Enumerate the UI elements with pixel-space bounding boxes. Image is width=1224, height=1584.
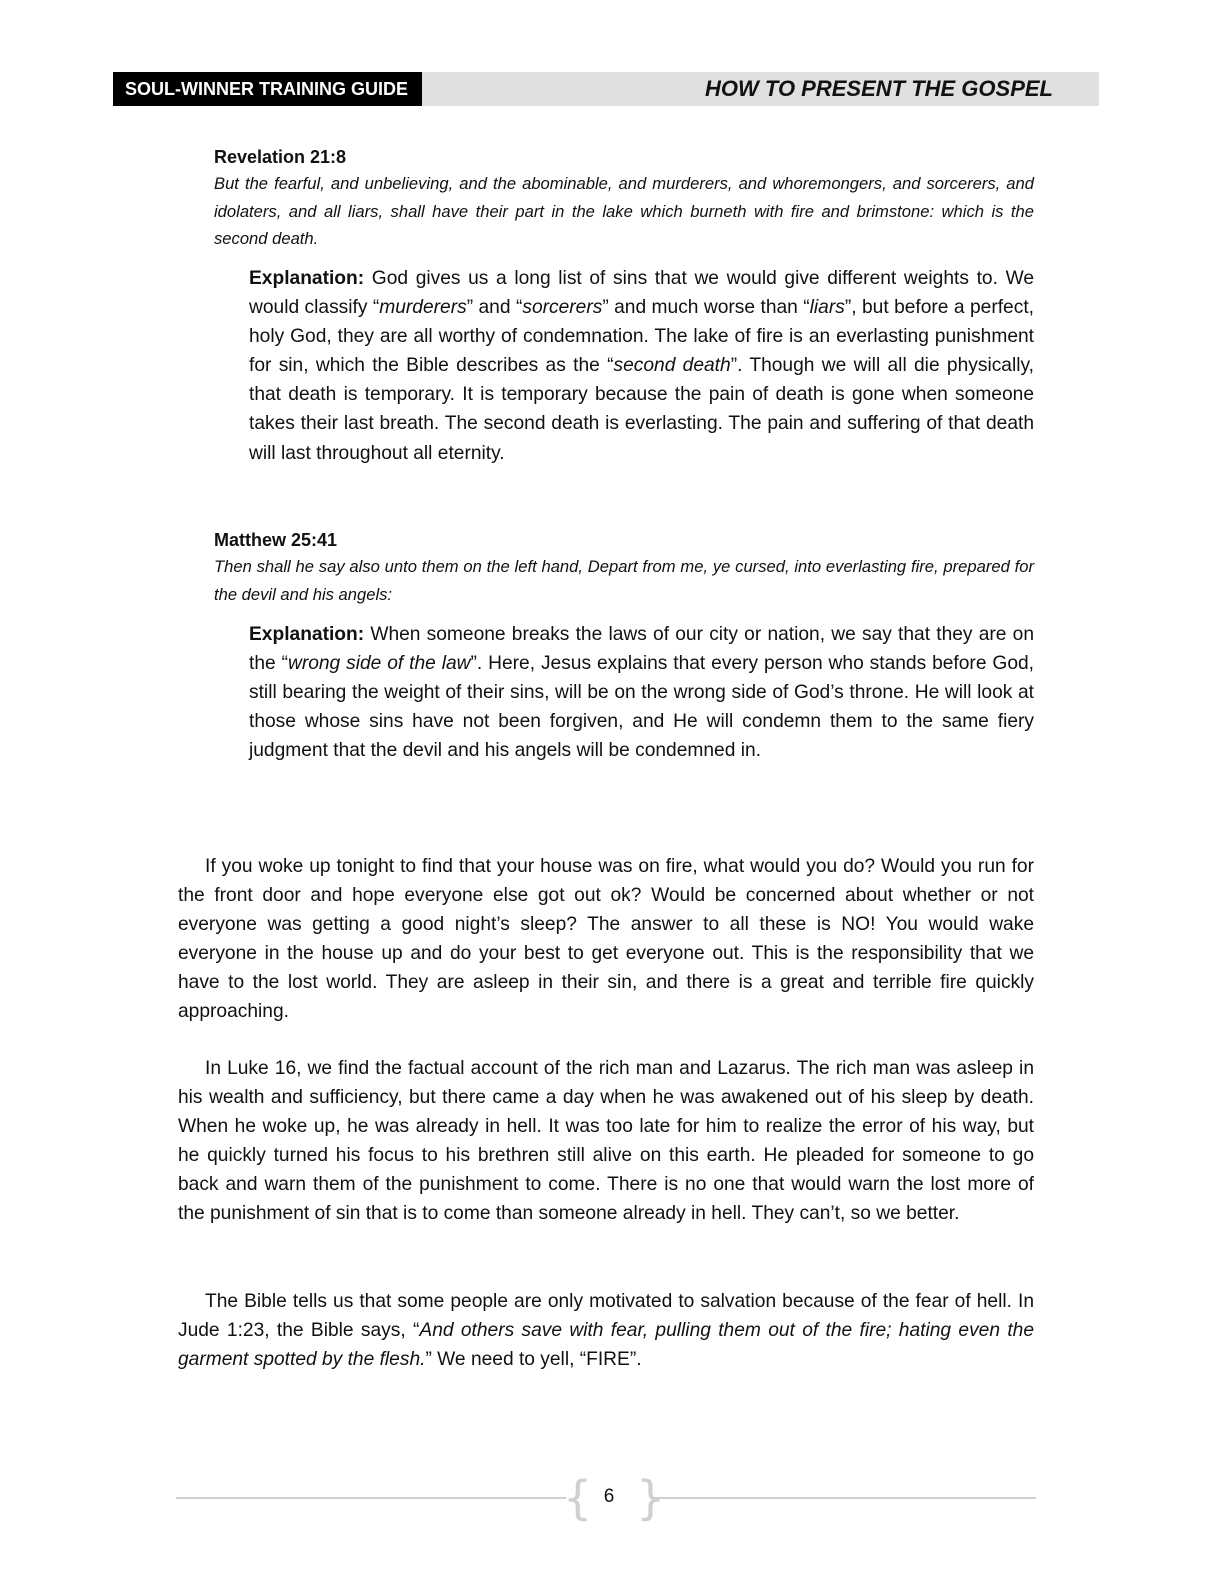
emphasis-run: murderers — [379, 297, 467, 319]
text-run: The Bible tells us that some people are only motivated to salvation because of the fear of hell. In Jude 1:23, the Bible says, “ — [178, 1291, 1034, 1342]
verse-reference: Matthew 25:41 — [214, 530, 338, 550]
text-run: God gives us a long list of sins that we would give different weights to. We would classify “ — [249, 268, 1034, 319]
text-run: ” and much worse than “ — [602, 297, 810, 319]
emphasis-run: liars — [809, 297, 845, 319]
text-run: ” We need to yell, “FIRE”. — [425, 1349, 642, 1371]
section-title: HOW TO PRESENT THE GOSPEL — [705, 76, 1053, 101]
explanation-label: Explanation: — [249, 624, 365, 645]
emphasis-run: wrong side of the law — [287, 653, 471, 675]
text-run: ”. Here, Jesus explains that every person who stands before God, still bearing the weight of their sins, will be on the wrong side of God’s throne. He will look at those whose sins have not been forgiven, and He will condemn them to the same fiery judgment that the devil and his angels will be condemned in. — [249, 653, 1034, 762]
emphasis-run: second death — [613, 355, 731, 377]
close-brace-icon: } — [636, 1471, 666, 1525]
text-run: ”. Though we will all die physically, that death is temporary. It is temporary because the pain of death is gone when someone takes their last breath. The second death is everlasting. The pain and suffering of that death will last throughout all eternity. — [249, 355, 1034, 464]
page-number: 6 — [603, 1486, 615, 1507]
open-brace-icon: { — [563, 1471, 593, 1525]
verse-block-revelation — [214, 144, 1034, 253]
page-header — [113, 72, 1099, 106]
guide-title: SOUL-WINNER TRAINING GUIDE — [113, 72, 422, 106]
body-paragraph-fire: If you woke up tonight to find that your house was on fire, what would you do? Would you run for the front door and hope everyone else got out ok? Would be concerned about whether or not everyone was getting a good night’s sleep? The answer to all these is NO! You would wake everyone in the house up and do your best to get everyone out. This is the responsibility that we have to the lost world. They are asleep in their sin, and there is a great and terrible fire quickly approaching. — [178, 856, 1034, 1023]
footer-divider-left — [176, 1497, 566, 1499]
body-paragraph-jude — [178, 1287, 1034, 1374]
text-run: When someone breaks the laws of our city or nation, we say that they are on the “ — [249, 624, 1034, 675]
verse-reference: Revelation 21:8 — [214, 147, 347, 167]
text-run: ” and “ — [466, 297, 523, 319]
explanation-revelation — [249, 264, 1034, 468]
text-run: ”, but before a perfect, holy God, they are all worthy of condemnation. The lake of fire is an everlasting punishment for sin, which the Bible describes as the “ — [249, 297, 1034, 377]
emphasis-run: sorcerers — [522, 297, 603, 319]
explanation-matthew — [249, 620, 1034, 765]
footer-divider-right — [652, 1497, 1036, 1499]
verse-text: But the fearful, and unbelieving, and the abominable, and murderers, and whoremongers, and sorcerers, and idolaters, and all liars, shall have their part in the lake which burneth with fire and brimstone: which is the second death. — [214, 174, 1034, 248]
body-paragraph-luke: In Luke 16, we find the factual account of the rich man and Lazarus. The rich man was asleep in his wealth and sufficiency, but there came a day when he was awakened out of his sleep by death. When he woke up, he was already in hell. It was too late for him to realize the error of his way, but he quickly turned his focus to his brethren still alive on this earth. He pleaded for someone to go back and warn them of the punishment to come. There is no one that would warn the lost more of the punishment of sin that is to come than someone already in hell. They can’t, so we better. — [178, 1058, 1034, 1225]
emphasis-run: And others save with fear, pulling them out of the fire; hating even the garment spotted by the flesh. — [178, 1320, 1034, 1371]
explanation-label: Explanation: — [249, 268, 365, 289]
verse-block-matthew — [214, 527, 1034, 608]
verse-text: Then shall he say also unto them on the left hand, Depart from me, ye cursed, into everlasting fire, prepared for the devil and his angels: — [214, 557, 1034, 604]
